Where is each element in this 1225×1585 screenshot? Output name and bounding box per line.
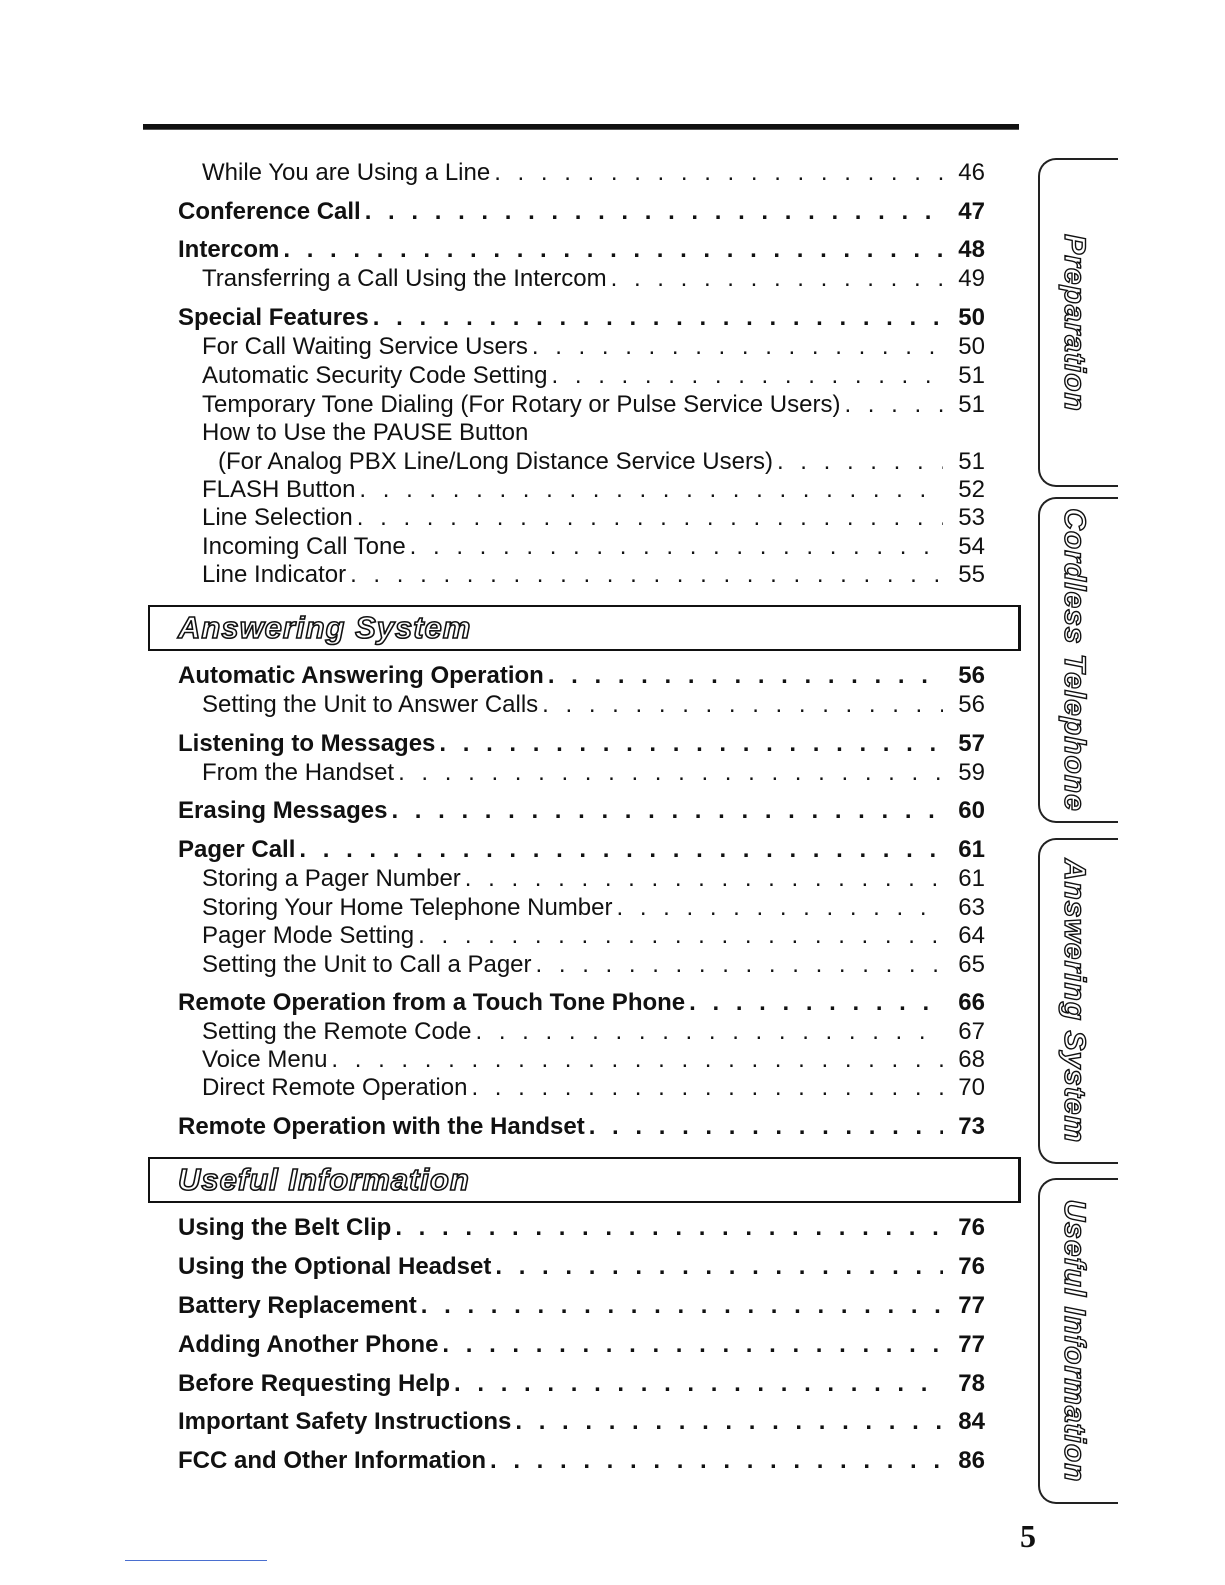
toc-entry-page: 53 (958, 504, 985, 531)
dot-leader (357, 503, 943, 533)
toc-entry[interactable] (0, 758, 985, 788)
toc-entry[interactable] (0, 1017, 985, 1047)
toc-entry[interactable] (0, 447, 985, 477)
toc-entry-page: 63 (958, 894, 985, 921)
section-heading: Useful Information (178, 1162, 470, 1197)
dot-leader (536, 950, 943, 980)
toc-entry-title: Setting the Unit to Answer Calls (202, 691, 539, 718)
dot-leader (490, 1446, 943, 1476)
toc-entry-page: 76 (958, 1253, 985, 1280)
toc-entry-title: Storing a Pager Number (202, 865, 461, 892)
dot-leader (442, 1330, 943, 1360)
dot-leader (439, 729, 943, 759)
toc-entry-title: Incoming Call Tone (202, 533, 406, 560)
toc-entry-title: Battery Replacement (178, 1292, 417, 1319)
toc-entry-title: How to Use the PAUSE Button (202, 419, 529, 446)
dot-leader (454, 1369, 943, 1399)
toc-entry-title: Remote Operation with the Handset (178, 1113, 585, 1140)
toc-entry[interactable] (0, 532, 985, 562)
toc-entry[interactable] (0, 950, 985, 980)
toc-entry-title: Important Safety Instructions (178, 1408, 512, 1435)
tab-answering-system[interactable] (1038, 838, 1118, 1164)
tab-label: Answering System (1058, 858, 1091, 1144)
tab-label: Useful Information (1058, 1199, 1091, 1483)
toc-entry[interactable] (0, 1446, 985, 1476)
toc-entry-page: 61 (958, 865, 985, 892)
tab-preparation[interactable] (1038, 158, 1118, 487)
dot-leader (476, 1017, 944, 1047)
toc-entry-page: 56 (958, 691, 985, 718)
dot-leader (616, 893, 943, 923)
toc-entry-page: 54 (958, 533, 985, 560)
toc-entry-title: Automatic Answering Operation (178, 662, 544, 689)
toc-entry[interactable] (0, 1045, 985, 1075)
toc-entry[interactable] (0, 1252, 985, 1282)
toc-entry-page: 57 (958, 730, 985, 757)
toc-entry-title: Automatic Security Code Setting (202, 362, 548, 389)
bottom-mark (125, 1560, 267, 1561)
toc-entry-title: Pager Mode Setting (202, 922, 415, 949)
toc-entry[interactable] (0, 560, 985, 590)
top-rule (143, 124, 1019, 130)
toc-entry-page: 50 (958, 333, 985, 360)
page-number: 5 (1020, 1518, 1036, 1554)
toc-entry[interactable] (0, 158, 985, 188)
toc-entry-title: Direct Remote Operation (202, 1074, 468, 1101)
toc-entry-title: Adding Another Phone (178, 1331, 439, 1358)
tab-cordless-telephone[interactable] (1038, 497, 1118, 823)
dot-leader (421, 1291, 943, 1321)
toc-entry[interactable] (0, 503, 985, 533)
toc-entry[interactable] (0, 235, 985, 265)
dot-leader (391, 796, 943, 826)
section-header-answering-system (148, 605, 1021, 651)
dot-leader (471, 1073, 943, 1103)
toc-entry[interactable] (0, 1213, 985, 1243)
dot-leader (532, 332, 943, 362)
toc-entry[interactable] (0, 390, 985, 420)
toc-entry-page: 86 (958, 1447, 985, 1474)
toc-entry-page: 76 (958, 1214, 985, 1241)
section-header-useful-information (148, 1157, 1021, 1203)
dot-leader (542, 690, 943, 720)
toc-entry[interactable] (0, 1369, 985, 1399)
toc-entry-title: Temporary Tone Dialing (For Rotary or Pulse Service Users) (202, 391, 841, 418)
dot-leader (283, 235, 943, 265)
toc-entry[interactable] (0, 264, 985, 294)
toc-entry-page: 70 (958, 1074, 985, 1101)
dot-leader (331, 1045, 943, 1075)
toc-entry-page: 51 (958, 391, 985, 418)
toc-entry-page: 50 (958, 304, 985, 331)
toc-entry-page: 48 (958, 236, 985, 263)
toc-entry[interactable] (0, 418, 985, 448)
dot-leader (777, 447, 943, 477)
toc-entry-title: Line Indicator (202, 561, 347, 588)
dot-leader (299, 835, 943, 865)
toc-entry-title: For Call Waiting Service Users (202, 333, 528, 360)
tab-useful-information[interactable] (1038, 1178, 1118, 1504)
dot-leader (494, 158, 943, 188)
toc-entry-title: Using the Optional Headset (178, 1253, 492, 1280)
section-heading: Answering System (178, 610, 472, 645)
toc-entry[interactable] (0, 893, 985, 923)
toc-entry[interactable] (0, 661, 985, 691)
toc-entry-page: 51 (958, 448, 985, 475)
dot-leader (844, 390, 943, 420)
dot-leader (359, 475, 943, 505)
dot-leader (611, 264, 943, 294)
toc-entry-page: 49 (958, 265, 985, 292)
toc-entry-page: 65 (958, 951, 985, 978)
toc-entry-page: 60 (958, 797, 985, 824)
toc-entry-page: 78 (958, 1370, 985, 1397)
dot-leader (395, 1213, 943, 1243)
toc-entry[interactable] (0, 864, 985, 894)
toc-entry-title: Setting the Unit to Call a Pager (202, 951, 532, 978)
toc-entry-title: Line Selection (202, 504, 353, 531)
dot-leader (465, 864, 943, 894)
toc-entry-title: While You are Using a Line (202, 159, 491, 186)
tab-label: Cordless Telephone (1058, 508, 1091, 812)
dot-leader (365, 197, 943, 227)
dot-leader (410, 532, 943, 562)
dot-leader (398, 758, 943, 788)
toc-entry-title: Intercom (178, 236, 280, 263)
toc-entry[interactable] (0, 1291, 985, 1321)
toc-entry-title: (For Analog PBX Line/Long Distance Service Users) (218, 448, 773, 475)
toc-entry[interactable] (0, 690, 985, 720)
toc-entry-title: Using the Belt Clip (178, 1214, 392, 1241)
toc-entry-title: Special Features (178, 304, 369, 331)
dot-leader (589, 1112, 943, 1142)
toc-entry-page: 56 (958, 662, 985, 689)
toc-entry-page: 55 (958, 561, 985, 588)
toc-entry-page: 84 (958, 1408, 985, 1435)
dot-leader (495, 1252, 943, 1282)
toc-entry-page: 47 (958, 198, 985, 225)
dot-leader (350, 560, 943, 590)
dot-leader (373, 303, 943, 333)
toc-entry-title: Voice Menu (202, 1046, 328, 1073)
toc-entry[interactable] (0, 475, 985, 505)
toc-entry[interactable] (0, 729, 985, 759)
toc-entry[interactable] (0, 1330, 985, 1360)
dot-leader (552, 361, 943, 391)
toc-entry-title: FLASH Button (202, 476, 356, 503)
toc-entry[interactable] (0, 197, 985, 227)
toc-entry-page: 46 (958, 159, 985, 186)
toc-entry[interactable] (0, 1112, 985, 1142)
toc-entry-page: 68 (958, 1046, 985, 1073)
toc-entry-title: Pager Call (178, 836, 296, 863)
toc-entry-page: 51 (958, 362, 985, 389)
toc-entry-title: FCC and Other Information (178, 1447, 486, 1474)
toc-entry-page: 59 (958, 759, 985, 786)
toc-entry[interactable] (0, 988, 985, 1018)
toc-entry-title: Remote Operation from a Touch Tone Phone (178, 989, 686, 1016)
toc-entry-title: From the Handset (202, 759, 395, 786)
toc-entry-title: Transferring a Call Using the Intercom (202, 265, 607, 292)
toc-entry[interactable] (0, 361, 985, 391)
toc-entry[interactable] (0, 1407, 985, 1437)
toc-entry[interactable] (0, 921, 985, 951)
dot-leader (689, 988, 943, 1018)
toc-entry-page: 64 (958, 922, 985, 949)
toc-entry-title: Listening to Messages (178, 730, 436, 757)
toc-entry[interactable] (0, 303, 985, 333)
toc-entry[interactable] (0, 835, 985, 865)
toc-entry-page: 67 (958, 1018, 985, 1045)
toc-entry-page: 66 (958, 989, 985, 1016)
toc-entry-title: Before Requesting Help (178, 1370, 451, 1397)
toc-entry[interactable] (0, 332, 985, 362)
toc-entry-page: 52 (958, 476, 985, 503)
tab-label: Preparation (1058, 233, 1091, 412)
toc-entry-title: Conference Call (178, 198, 361, 225)
toc-entry-title: Erasing Messages (178, 797, 388, 824)
toc-entry[interactable] (0, 796, 985, 826)
dot-leader (418, 921, 943, 951)
toc-entry-page: 77 (958, 1331, 985, 1358)
toc-entry-page: 73 (958, 1113, 985, 1140)
toc-entry[interactable] (0, 1073, 985, 1103)
toc-entry-title: Setting the Remote Code (202, 1018, 472, 1045)
toc-entry-title: Storing Your Home Telephone Number (202, 894, 613, 921)
toc-entry-page: 77 (958, 1292, 985, 1319)
dot-leader (515, 1407, 943, 1437)
dot-leader (548, 661, 943, 691)
toc-entry-page: 61 (958, 836, 985, 863)
